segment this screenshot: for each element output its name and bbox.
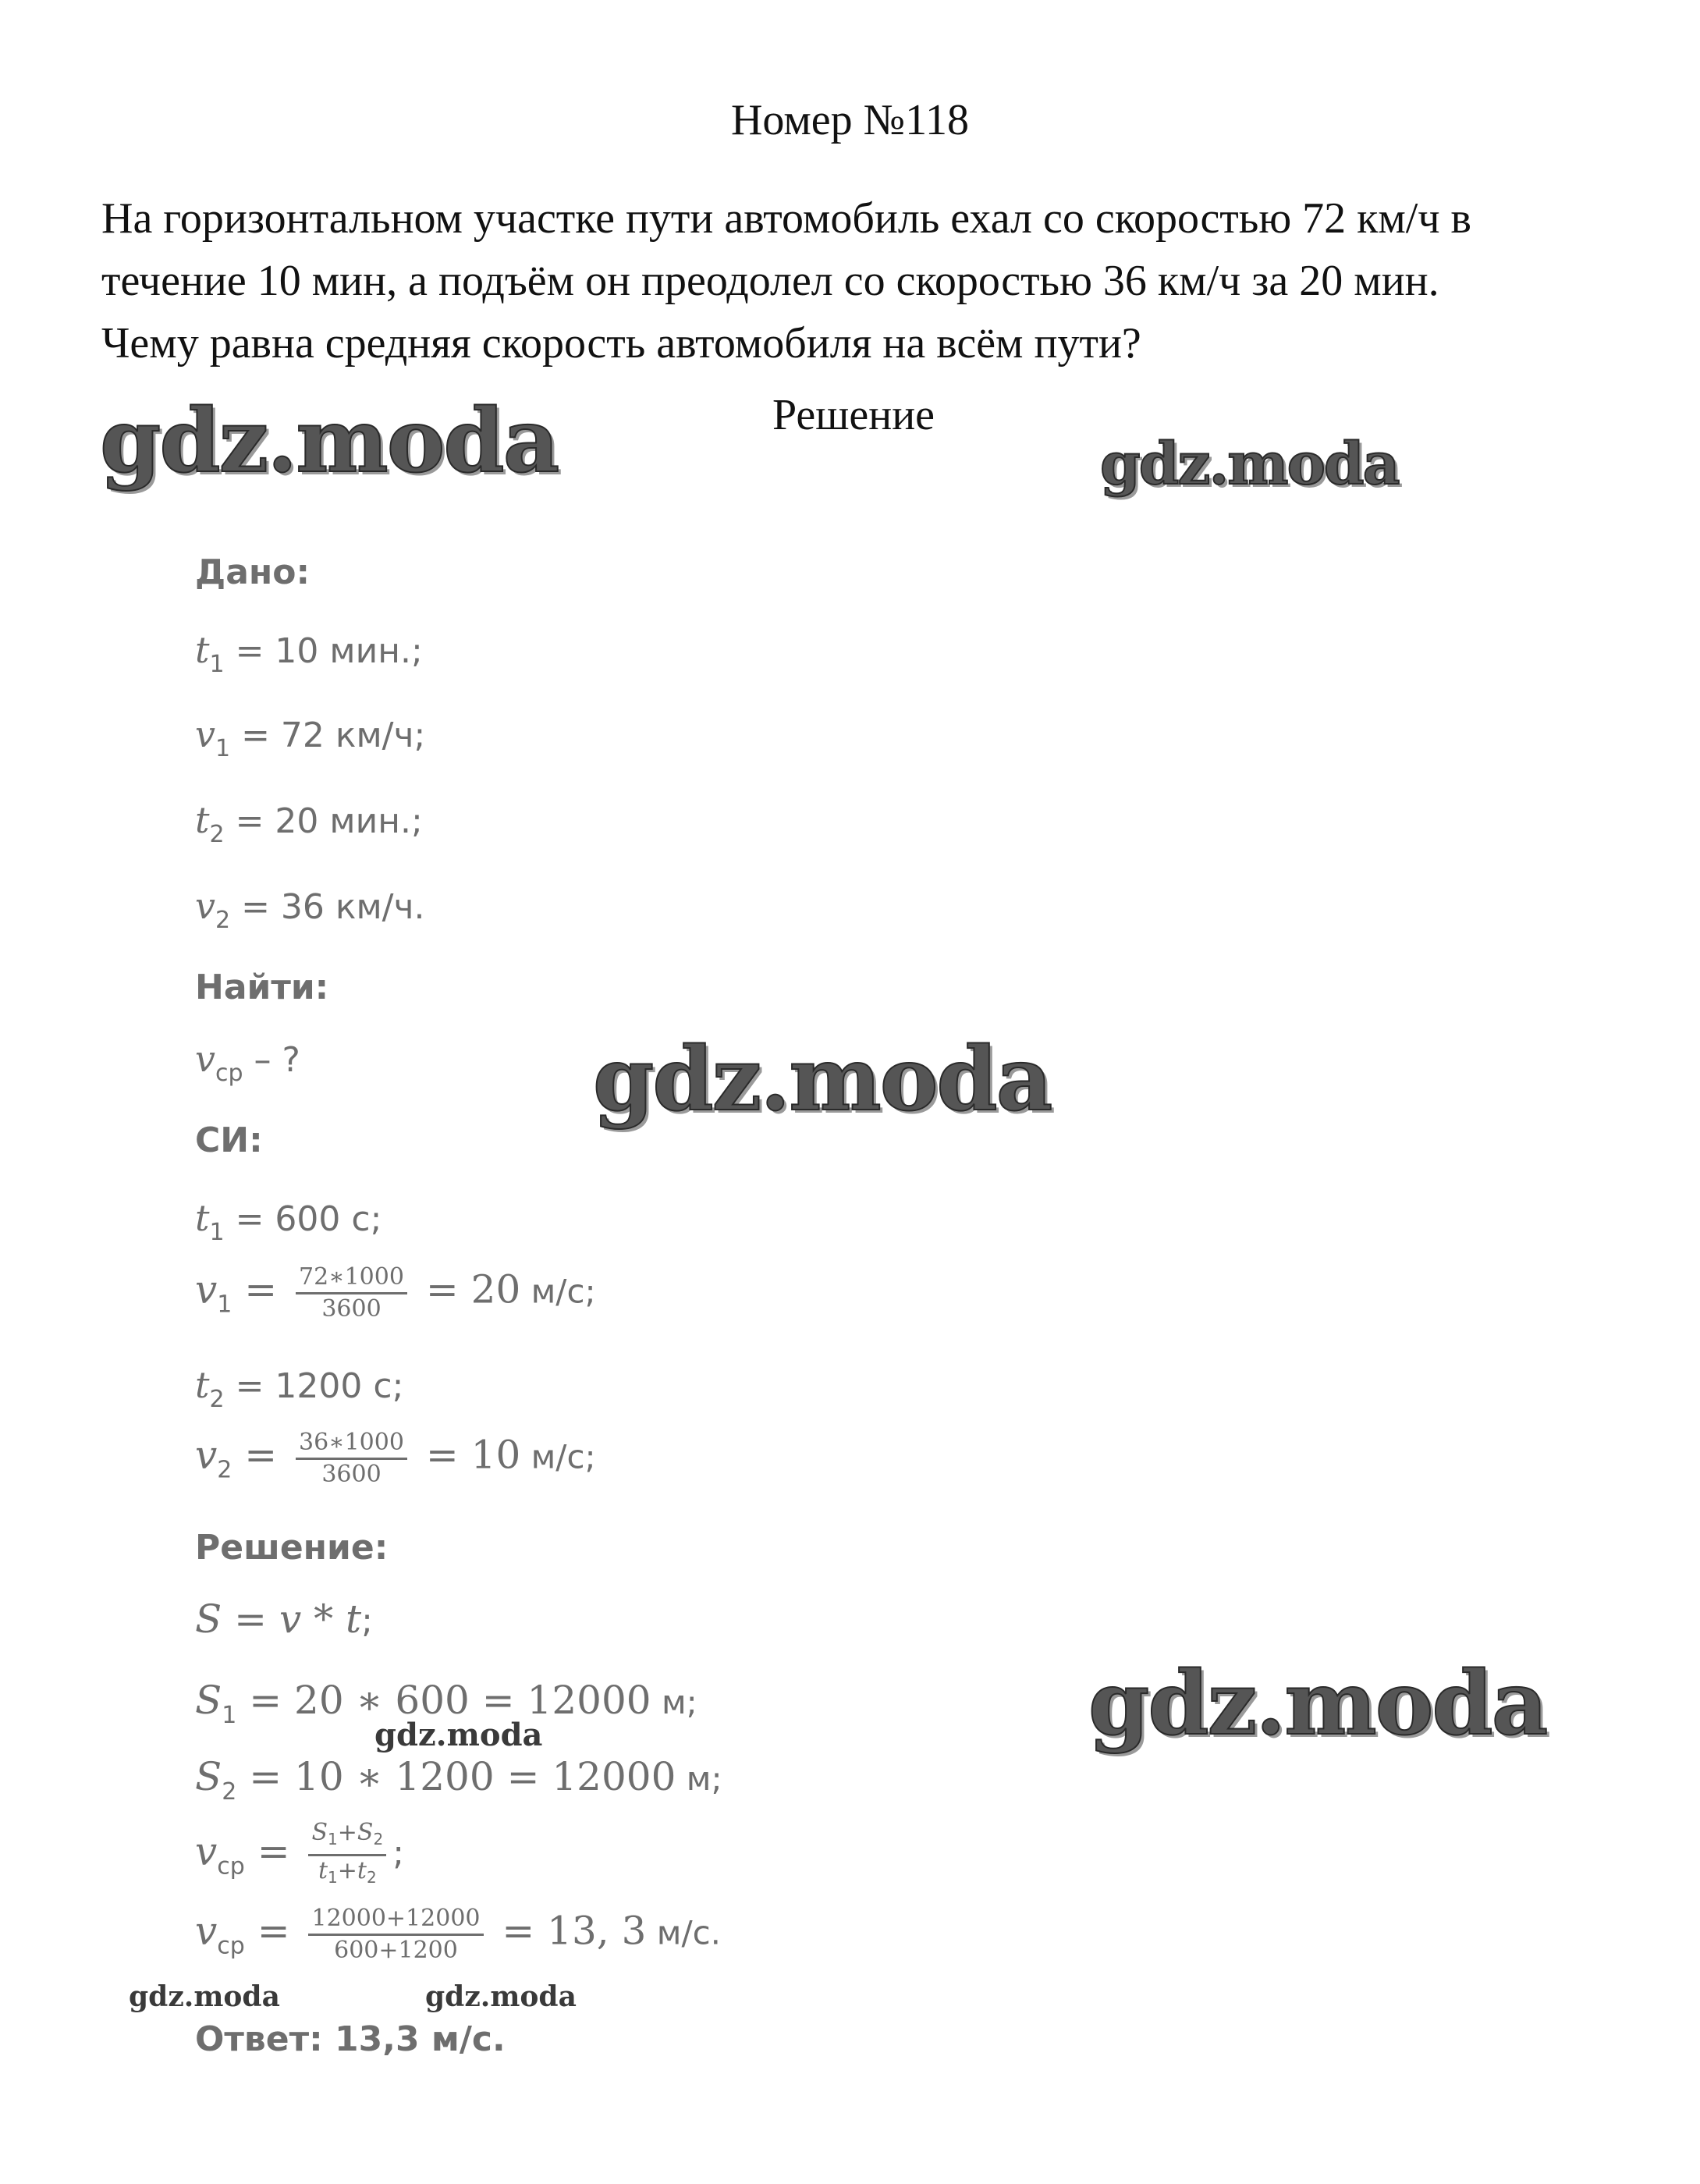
si-item: $v_2$ = $\frac{36∗1000}{3600}$ = 10 м/с; <box>195 1429 596 1488</box>
calc-line: $v_{ср}$ = $\frac{12000+12000}{600+1200}$ = 13, 3 м/с. <box>195 1905 722 1964</box>
formula: S = v * t; <box>195 1596 373 1642</box>
given-item: $t_2 = 20$ мин.; <box>195 799 423 848</box>
find-heading: Найти: <box>195 968 329 1007</box>
solution-subheading: Решение: <box>195 1528 389 1568</box>
calc-line: $S_1 = 20$ ∗ 600 = 12000 м; <box>195 1678 697 1729</box>
calc-line: $v_{ср}$ = $\frac{S_1+S_2}{t_1+t_2}$ ; <box>195 1819 405 1887</box>
calc-line: $S_2 = 10$ ∗ 1200 = 12000 м; <box>195 1754 722 1806</box>
watermark: gdz.moda <box>425 1980 577 2013</box>
given-item: $v_1 = 72$ км/ч; <box>195 713 426 762</box>
page-title: Номер №118 <box>730 96 970 144</box>
problem-line: Чему равна средняя скорость автомобиля на всём пути? <box>101 319 1141 368</box>
watermark: gdz.moda <box>374 1717 543 1753</box>
si-item: $v_1$ = $\frac{72∗1000}{3600}$ = 20 м/с; <box>195 1263 596 1323</box>
problem-line: На горизонтальном участке пути автомобиль ехал со скоростью 72 км/ч в <box>101 194 1471 243</box>
solution-heading: Решение <box>772 391 935 439</box>
problem-line: течение 10 мин, а подъём он преодолел со скоростью 36 км/ч за 20 мин. <box>101 257 1439 305</box>
si-item: $t_2 = 1200$ с; <box>195 1364 404 1413</box>
answer: Ответ: 13,3 м/с. <box>195 2019 506 2059</box>
watermark: gdz.moda <box>129 1980 280 2013</box>
given-item: $v_2 = 36$ км/ч. <box>195 885 425 934</box>
si-item: $t_1 = 600$ с; <box>195 1197 382 1246</box>
find-item: $v_{ср}$ – ? <box>195 1038 300 1087</box>
given-item: $t_1 = 10$ мин.; <box>195 629 423 678</box>
problem-statement <box>101 187 1631 375</box>
given-heading: Дано: <box>195 552 311 592</box>
watermark: gdz.moda <box>100 390 559 492</box>
watermark: gdz.moda <box>1100 431 1399 498</box>
watermark: gdz.moda <box>1088 1653 1547 1755</box>
si-heading: СИ: <box>195 1120 263 1160</box>
watermark: gdz.moda <box>593 1028 1052 1131</box>
